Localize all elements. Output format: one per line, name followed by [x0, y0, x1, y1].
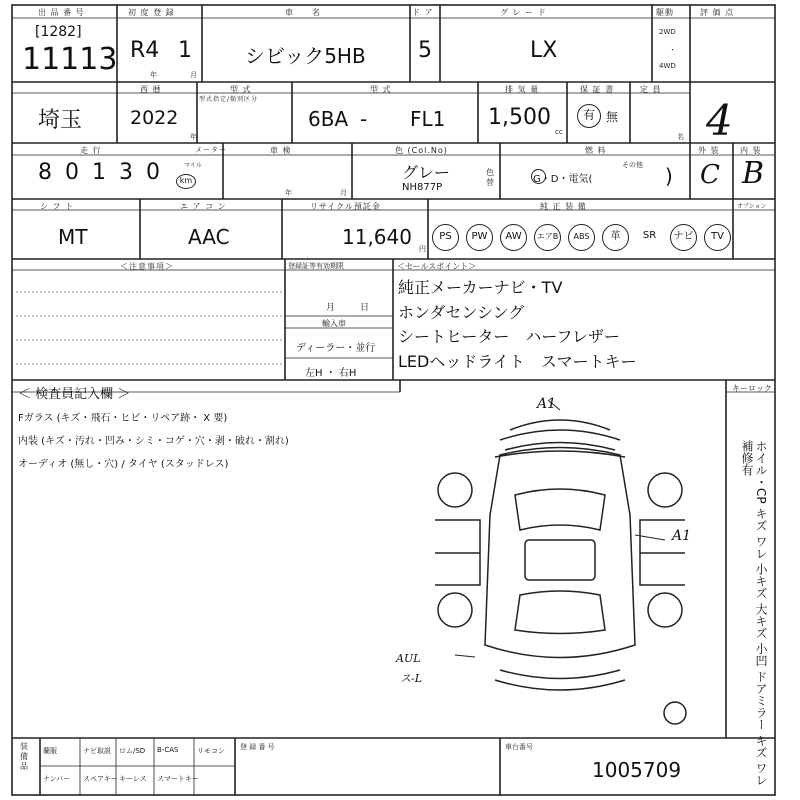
color-code: NH877P — [402, 182, 443, 193]
mileage-digit: 0 — [146, 160, 160, 185]
mark-left: AUL — [396, 652, 421, 665]
label-aircon: エ ア コ ン — [180, 202, 227, 211]
mileage-digit: 8 — [38, 160, 52, 185]
mark-right: A1 — [672, 528, 692, 544]
equipment-item: PW — [466, 224, 493, 251]
label-inspection: 車 検 — [270, 146, 292, 155]
label-meter: メーター — [195, 146, 227, 154]
equipment-item: TV — [704, 224, 731, 251]
label-engine-cc: 排 気 量 — [505, 85, 540, 94]
mark-left2: ス-L — [400, 672, 423, 685]
warranty-no: 無 — [606, 110, 619, 124]
equipment-item: PS — [432, 224, 459, 251]
unit-mile: マイル — [184, 162, 202, 169]
label-drive: 駆動 — [656, 8, 674, 17]
inspector-title: ＜ 検査員記入欄 ＞ — [18, 387, 131, 402]
equipment-item: SR — [642, 230, 657, 241]
drive-4wd: 4WD — [659, 62, 676, 70]
interior-grade: B — [742, 156, 765, 191]
label-score: 評 価 点 — [700, 8, 735, 17]
label-warranty: 保 証 書 — [580, 85, 615, 94]
label-color: 色 (Col.No) — [395, 146, 448, 155]
mark-top: A1 — [537, 396, 557, 412]
recycle-fee: 11,640 — [342, 225, 412, 249]
capacity-suffix: 名 — [677, 133, 684, 141]
side-legend: ホイル・CP キズ ワレ 小キズ 大キズ 小凹 ドアミラー キズ ワレ 補修有 — [740, 440, 768, 787]
label-interior: 内 装 — [740, 146, 762, 155]
keylock-label: キーロック — [732, 384, 772, 393]
label-first-reg: 初 度 登 録 — [128, 8, 175, 17]
equipment-cell: ナンバー — [43, 775, 71, 783]
color-exchange: 色替 — [486, 168, 494, 187]
doors-value: 5 — [418, 38, 432, 63]
first-reg-month: 1 — [178, 38, 192, 63]
chassis-number: 1005709 — [592, 758, 682, 782]
sales-point: 純正メーカーナビ・TV — [398, 278, 563, 297]
mileage-digits — [38, 160, 178, 190]
region-value: 埼玉 — [38, 108, 83, 133]
score-value: 4 — [706, 96, 733, 145]
year-mark: 年 — [190, 133, 197, 141]
equipment-list — [432, 222, 772, 252]
mileage-digit: 3 — [119, 160, 133, 185]
equipment-label: 装 備 品 — [20, 742, 28, 771]
month-suffix: 月 — [190, 71, 197, 79]
label-type-note: 型式指定/類別区分 — [199, 96, 259, 103]
inspection-month: 月 — [340, 189, 347, 197]
label-recycle: リサイクル預託金 — [310, 202, 381, 211]
inspector-line: 内装 (キズ・汚れ・凹み・シミ・コゲ・穴・剥・破れ・割れ) — [18, 436, 289, 447]
dealer-parallel: ディーラー・並行 — [296, 343, 376, 354]
fuel-close: ) — [665, 164, 673, 188]
label-options: オプション — [737, 203, 767, 210]
equipment-item: ABS — [568, 224, 595, 251]
car-name: シビック5HB — [245, 44, 366, 68]
cc-unit: cc — [555, 128, 563, 136]
label-car-name: 車 名 — [285, 8, 321, 17]
grade-value: LX — [530, 38, 558, 63]
car-damage-diagram — [420, 395, 700, 725]
equipment-cell: キーレス — [119, 775, 147, 783]
reg-day: 日 — [360, 303, 370, 313]
color-value: グレー — [402, 163, 451, 182]
label-type-prefix: 型 式 — [230, 85, 252, 94]
label-capacity: 定 員 — [640, 85, 662, 94]
warranty-yes-circled: 有 — [577, 104, 601, 128]
handle-side: 左H ・ 右H — [305, 368, 357, 379]
mileage-digit: 0 — [65, 160, 79, 185]
label-genuine-equipment: 純 正 装 備 — [540, 202, 587, 211]
equipment-cell: ロム/SD — [119, 747, 146, 755]
unit-km-circled: km — [176, 174, 196, 189]
aircon-value: AAC — [188, 225, 230, 249]
reg-month: 月 — [326, 303, 336, 313]
inspection-year: 年 — [285, 189, 292, 197]
year-suffix: 年 — [150, 71, 157, 79]
sales-points — [398, 276, 728, 374]
sales-point: ホンダセンシング — [398, 302, 525, 322]
equipment-item: エアB — [534, 224, 561, 251]
label-type: 型 式 — [370, 85, 392, 94]
type-dash: - — [360, 107, 368, 131]
equipment-cell: リモコン — [197, 747, 225, 755]
inspector-line: オーディオ (無し・穴) / タイヤ (スタッドレス) — [18, 459, 229, 470]
label-exterior: 外 装 — [698, 146, 720, 155]
equipment-item: ナビ — [670, 224, 697, 251]
displacement-value: 1,500 — [488, 105, 551, 130]
label-shift: シ フ ト — [40, 202, 75, 211]
inspector-line: Fガラス (キズ・飛石・ヒビ・リペア跡・ X 要) — [18, 413, 228, 424]
equipment-cell: スペアキー — [83, 775, 118, 783]
exterior-grade: C — [700, 160, 720, 190]
label-sales-points: ＜セールスポイント＞ — [397, 262, 477, 271]
label-mileage: 走 行 — [80, 146, 102, 155]
label-model-year: 西 暦 — [140, 85, 162, 94]
chassis-label: 車台番号 — [505, 743, 533, 751]
lot-prefix: [1282] — [35, 24, 82, 40]
sales-point: シートヒーター ハーフレザー — [398, 327, 620, 346]
import-header: 輸入車 — [322, 319, 346, 328]
fuel-options: G・D・電気( — [533, 174, 593, 185]
label-grade: グ レ ー ド — [500, 8, 547, 17]
sales-point: LEDヘッドライト スマートキー — [398, 351, 637, 371]
fuel-other: その他 — [622, 161, 643, 169]
type-model: FL1 — [410, 107, 446, 131]
label-fuel: 燃 料 — [585, 146, 607, 155]
lot-number: 11113 — [22, 42, 118, 77]
inspector-lines — [18, 407, 398, 476]
equipment-item: AW — [500, 224, 527, 251]
type-code: 6BA — [308, 107, 349, 131]
equipment-cell: スマートキー — [157, 775, 199, 783]
bottom-equipment — [40, 738, 235, 795]
label-lot-no: 出 品 番 号 — [38, 8, 85, 17]
label-reg-date: 登録証等有効期限 — [288, 262, 344, 270]
equipment-item: 革 — [602, 224, 629, 251]
label-notes: ＜注意事項＞ — [120, 262, 174, 271]
equipment-cell: ナビ取説 — [83, 747, 111, 755]
model-year-value: 2022 — [130, 107, 179, 129]
label-doors: ド ア — [412, 8, 434, 17]
drive-2wd: 2WD — [659, 28, 676, 36]
yen-unit: 円 — [419, 245, 426, 253]
mileage-digit: 1 — [92, 160, 106, 185]
drive-dot: ・ — [669, 46, 676, 54]
equipment-cell: 蘭服 — [43, 747, 57, 755]
reg-no-label: 登 録 番 号 — [240, 743, 275, 751]
first-reg-era: R4 — [130, 38, 160, 63]
equipment-cell: B-CAS — [157, 746, 179, 754]
shift-value: MT — [58, 225, 88, 249]
